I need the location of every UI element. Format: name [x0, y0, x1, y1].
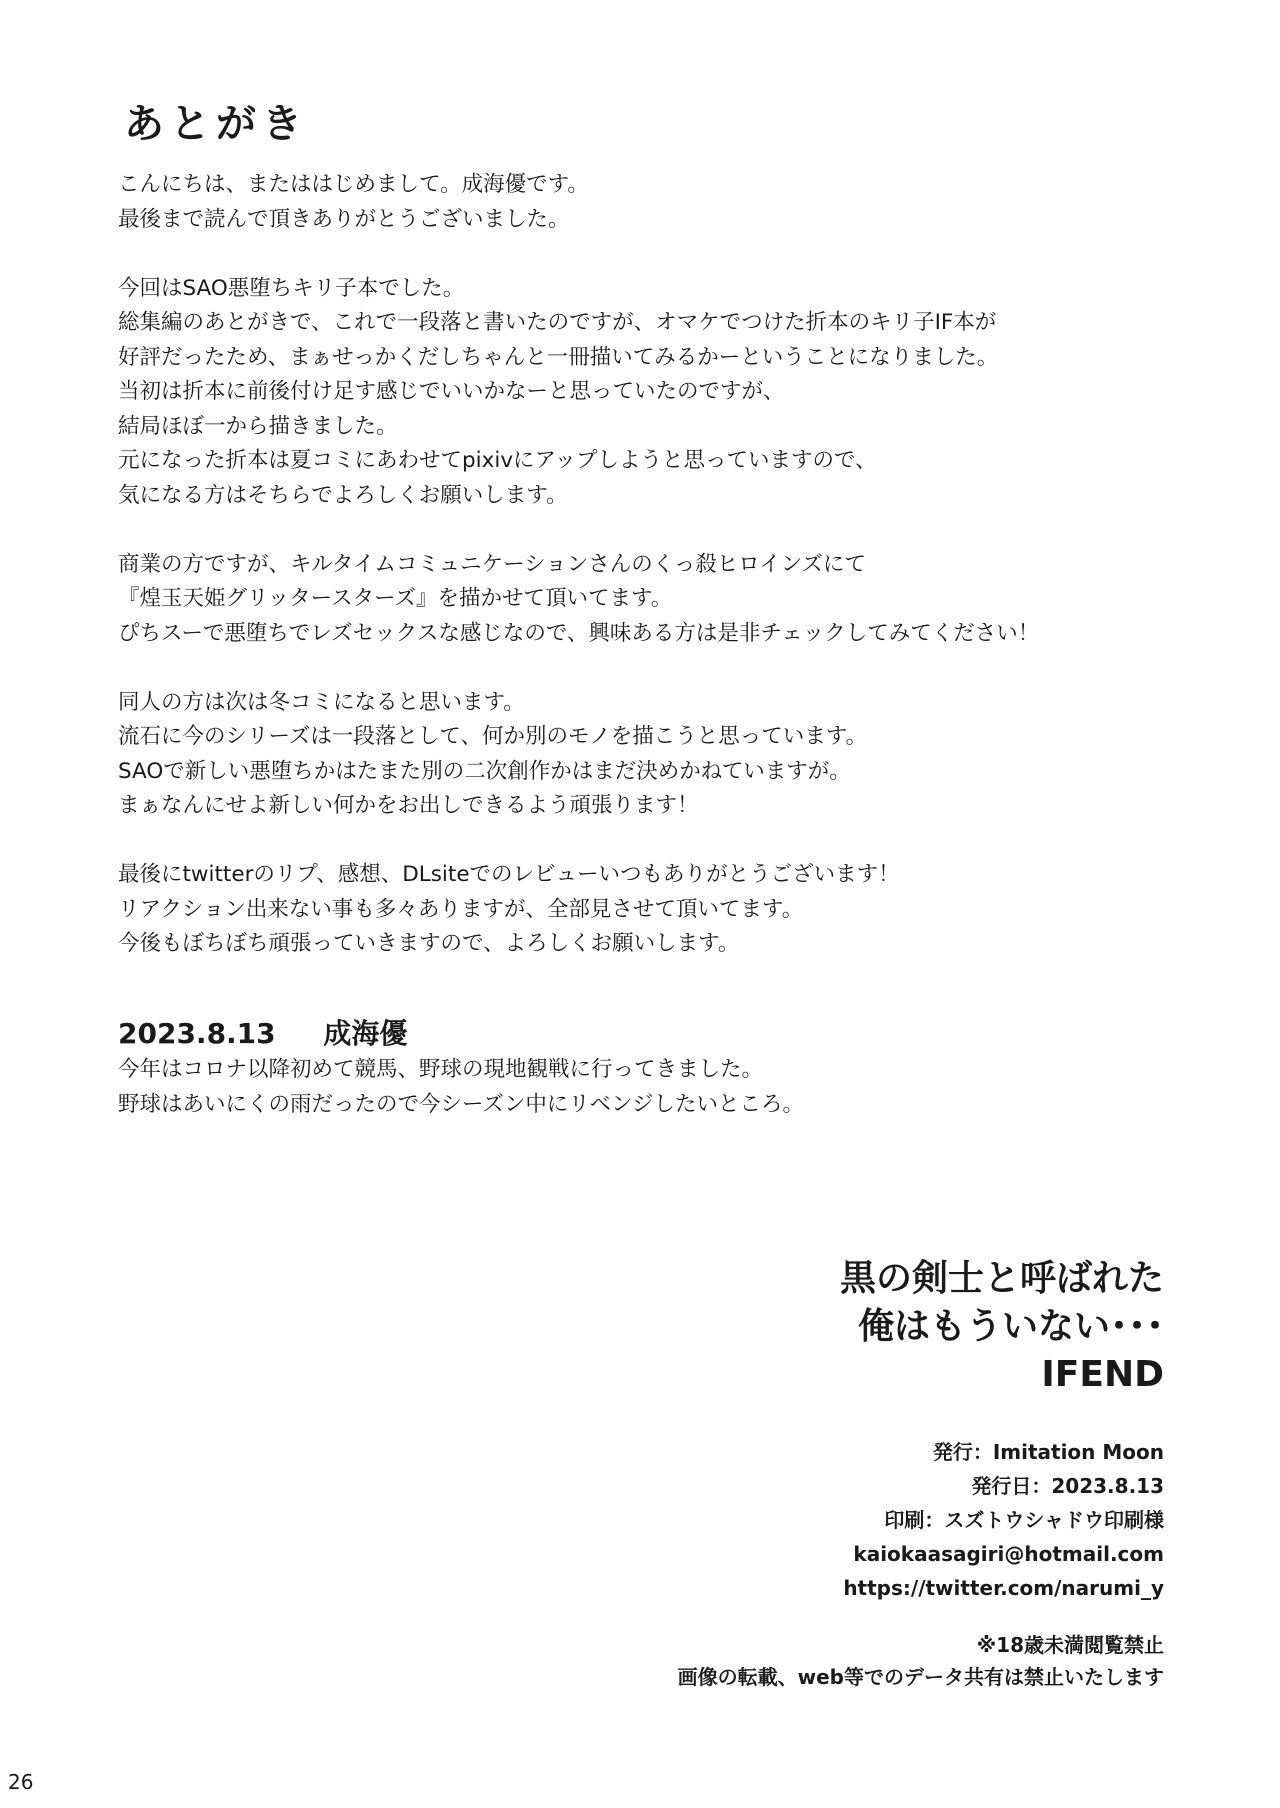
signature	[118, 1012, 407, 1052]
text-line: 好評だったため、まぁせっかくだしちゃんと一冊描いてみるかーということになりました。	[118, 344, 999, 370]
text-line: 『煌玉天姫グリッタースターズ』を描かせて頂いてます。	[118, 586, 673, 611]
text-line: 今年はコロナ以降初めて競馬、野球の現地観戦に行ってきました。	[118, 1057, 764, 1082]
signature-date: 2023.8.13	[118, 1017, 276, 1050]
book-title	[678, 1255, 1164, 1399]
paragraph-doujin	[118, 686, 1198, 824]
publication-date: 発行日：2023.8.13	[971, 1474, 1164, 1498]
text-line: 流石に今のシリーズは一段落として、何か別のモノを描こうと思っています。	[118, 724, 868, 749]
reproduction-notice: 画像の転載、web等でのデータ共有は禁止いたします	[677, 1665, 1164, 1689]
colophon	[678, 1255, 1164, 1693]
afterword-heading: あとがき	[124, 101, 308, 147]
printer: 印刷：スズトウシャドウ印刷様	[884, 1508, 1164, 1532]
text-line: こんにちは、またははじめまして。成海優です。	[118, 172, 589, 197]
publication-info	[678, 1435, 1164, 1605]
title-line: 黒の剣士と呼ばれた	[839, 1258, 1164, 1299]
text-line: 商業の方ですが、キルタイムコミュニケーションさんのくっ殺ヒロインズにて	[118, 551, 866, 577]
signature-author: 成海優	[323, 1017, 408, 1050]
text-line: 結局ほぼ一から描きました。	[118, 413, 398, 439]
paragraph-this-book	[118, 272, 1198, 514]
text-line: SAOで新しい悪堕ちかはたまた別の二次創作かはまだ決めかねていますが。	[118, 758, 851, 784]
paragraph-thanks	[118, 858, 1198, 962]
contact-email: kaiokaasagiri@hotmail.com	[853, 1542, 1164, 1566]
page-number: 26	[8, 1770, 34, 1794]
afterword-body	[118, 168, 1198, 996]
text-line: ぴちスーで悪堕ちでレズセックスな感じなので、興味ある方は是非チェックしてみてください！	[118, 620, 1040, 646]
text-line: 最後まで読んで頂きありがとうございました。	[118, 206, 570, 232]
paragraph-greeting	[118, 168, 1198, 237]
text-line: 今回はSAO悪堕ちキリ子本でした。	[118, 275, 465, 301]
title-line: 俺はもういない･･･	[857, 1306, 1164, 1347]
notices	[678, 1629, 1164, 1693]
text-line: 気になる方はそちらでよろしくお願いします。	[118, 482, 568, 508]
text-line: 元になった折本は夏コミにあわせてpixivにアップしようと思っていますので、	[118, 448, 877, 473]
publisher: 発行：Imitation Moon	[932, 1440, 1164, 1464]
paragraph-commercial	[118, 548, 1198, 652]
text-line: リアクション出来ない事も多々ありますが、全部見させて頂いてます。	[118, 896, 804, 922]
text-line: 今後もぼちぼち頑張っていきますので、よろしくお願いします。	[118, 931, 740, 956]
text-line: 最後にtwitterのリプ、感想、DLsiteでのレビューいつもありがとうございます！	[118, 862, 900, 887]
age-restriction-notice: ※18歳未満閲覧禁止	[976, 1633, 1164, 1657]
title-line: IFEND	[1041, 1354, 1164, 1395]
postscript	[118, 1053, 804, 1122]
text-line: まぁなんにせよ新しい何かをお出しできるよう頑張ります！	[118, 793, 699, 818]
twitter-url: https://twitter.com/narumi_y	[843, 1576, 1164, 1600]
text-line: 同人の方は次は冬コミになると思います。	[118, 689, 525, 715]
text-line: 総集編のあとがきで、これで一段落と書いたのですが、オマケでつけた折本のキリ子IF本が	[118, 310, 997, 335]
text-line: 当初は折本に前後付け足す感じでいいかなーと思っていたのですが、	[118, 379, 785, 404]
text-line: 野球はあいにくの雨だったので今シーズン中にリベンジしたいところ。	[118, 1091, 804, 1117]
